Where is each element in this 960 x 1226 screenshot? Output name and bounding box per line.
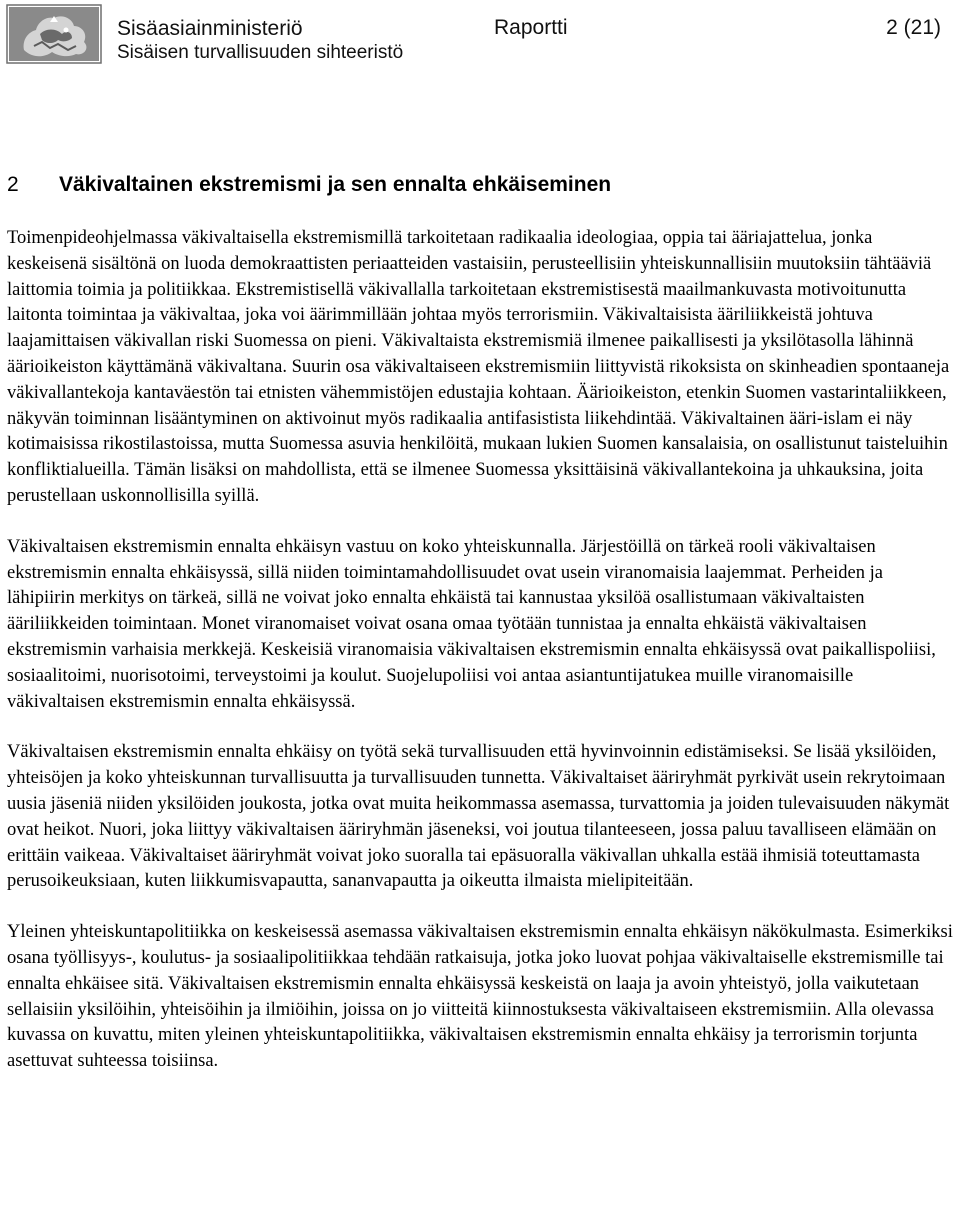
section-title: Väkivaltainen ekstremismi ja sen ennalta ehkäiseminen [59,173,612,196]
section-heading [7,170,955,200]
organization-block [117,16,403,64]
department-name: Sisäisen turvallisuuden sihteeristö [117,42,404,63]
organization-name: Sisäasiainministeriö [117,17,303,40]
body-paragraph: Väkivaltaisen ekstremismin ennalta ehkäisy on työtä sekä turvallisuuden että hyvinvoinnin edistämiseksi. Se lisää yksilöiden, yhteisöjen ja koko yhteiskunnan turvallisuutta ja turvallisuuden tunnetta. Väkivaltaiset ääriryhmät pyrkivät usein rekrytoimaan uusia jäseniä niiden yksilöiden joukosta, jotka ovat muita heikommassa asemassa, turvattomia ja joiden tulevaisuuden näkymät ovat heikot. Nuori, joka liittyy väkivaltaisen ääriryhmän jäseneksi, voi joutua tilanteeseen, jossa paluu tavalliseen elämään on erittäin vaikeaa. Väkivaltaiset ääriryhmät voivat joko suoralla tai epäsuoralla väkivallan uhkalla estää ihmisiä toteuttamasta perusoikeuksiaan, kuten liikkumisvapautta, sananvapautta ja oikeutta ilmaista mielipiteitään. [7,742,950,892]
body-paragraph: Yleinen yhteiskuntapolitiikka on keskeisessä asemassa väkivaltaisen ekstremismin ennalta ehkäisyn näkökulmasta. Esimerkiksi osana työllisyys-, koulutus- ja sosiaalipolitiikkaa tehdään ratkaisuja, jotka joko luovat pohjaa väkivaltaiselle ekstremismille tai ennalta ehkäisee sitä. Väkivaltaisen ekstremismin ennalta ehkäisyssä keskeistä on laaja ja avoin yhteistyö, jolla vaikutetaan sellaisiin yksilöihin, yhteisöihin ja ilmiöihin, joissa on jo viitteitä kiinnostuksesta väkivaltaiseen ekstremismiin. Alla olevassa kuvassa on kuvattu, miten yleinen yhteiskuntapolitiikka, väkivaltaisen ekstremismin ennalta ehkäisy ja terrorismin torjunta asettuvat suhteessa toisiinsa. [7,922,953,1072]
body-paragraph: Väkivaltaisen ekstremismin ennalta ehkäisyn vastuu on koko yhteiskunnalla. Järjestöillä on tärkeä rooli väkivaltaisen ekstremismin ennalta ehkäisyssä, sillä niiden toimintamahdollisuudet ovat usein viranomaisia laajemmat. Perheiden ja lähipiirin merkitys on tärkeä, sillä ne voivat joko ennalta ehkäistä tai kannustaa yksilöä osallistumaan väkivaltaisten ääriliikkeiden toimintaan. Monet viranomaiset voivat osana omaa työtään tunnistaa ja ennalta ehkäistä väkivaltaisen ekstremismin varhaisia merkkejä. Keskeisiä viranomaisia väkivaltaisen ekstremismin ennalta ehkäisyssä ovat paikallispoliisi, sosiaalitoimi, nuorisotoimi, terveystoimi ja koulut. Suojelupoliisi voi antaa asiantuntijatukea muille viranomaisille väkivaltaisen ekstremismin ennalta ehkäisyssä. [7,536,936,712]
document-body [7,170,955,1100]
ministry-lion-logo-icon [6,4,102,64]
body-paragraph: Toimenpideohjelmassa väkivaltaisella ekstremismillä tarkoitetaan radikaalia ideologiaa, oppia tai ääriajattelua, jonka keskeisenä sisältönä on luoda demokraattisten periaatteiden vastaisiin, perusteellisiin yhteiskunnallisiin muutoksiin tähtääviä laittomia toimia ja politiikkaa. Ekstremistisellä väkivallalla tarkoitetaan ekstremistisestä maailmankuvasta motivoitunutta laitonta toimintaa ja väkivaltaa, joka voi äärimmillään johtaa myös terrorismiin. Väkivaltaisista ääriliikkeistä johtuva laajamittaisen väkivallan riski Suomessa on pieni. Väkivaltaista ekstremismiä ilmenee paikallisesti ja yksilötasolla lähinnä äärioikeiston käyttämänä väkivaltana. Suurin osa väkivaltaiseen ekstremismiin liittyvistä rikoksista on skinheadien spontaaneja väkivallantekoja kantaväestön tai etnisten vähemmistöjen edustajia kohtaan. Äärioikeiston, etenkin Suomen vastarintaliikkeen, näkyvän toiminnan lisääntyminen on aktivoinut myös radikaalia antifasistista liikehdintää. Väkivaltainen ääri-islam ei näy kotimaisissa rikostilastoissa, mutta Suomessa asuvia henkilöitä, mukaan lukien Suomen kansalaisia, on osallistunut taisteluihin konfliktialueilla. Tämän lisäksi on mahdollista, että se ilmenee Suomessa yksittäisinä väkivallantekoina ja uhkauksina, joita perustellaan uskonnollisilla syillä. [7,228,950,506]
document-type: Raportti [494,16,568,39]
page-header [0,0,960,72]
section-number: 2 [7,173,19,196]
page-number: 2 (21) [886,16,941,39]
